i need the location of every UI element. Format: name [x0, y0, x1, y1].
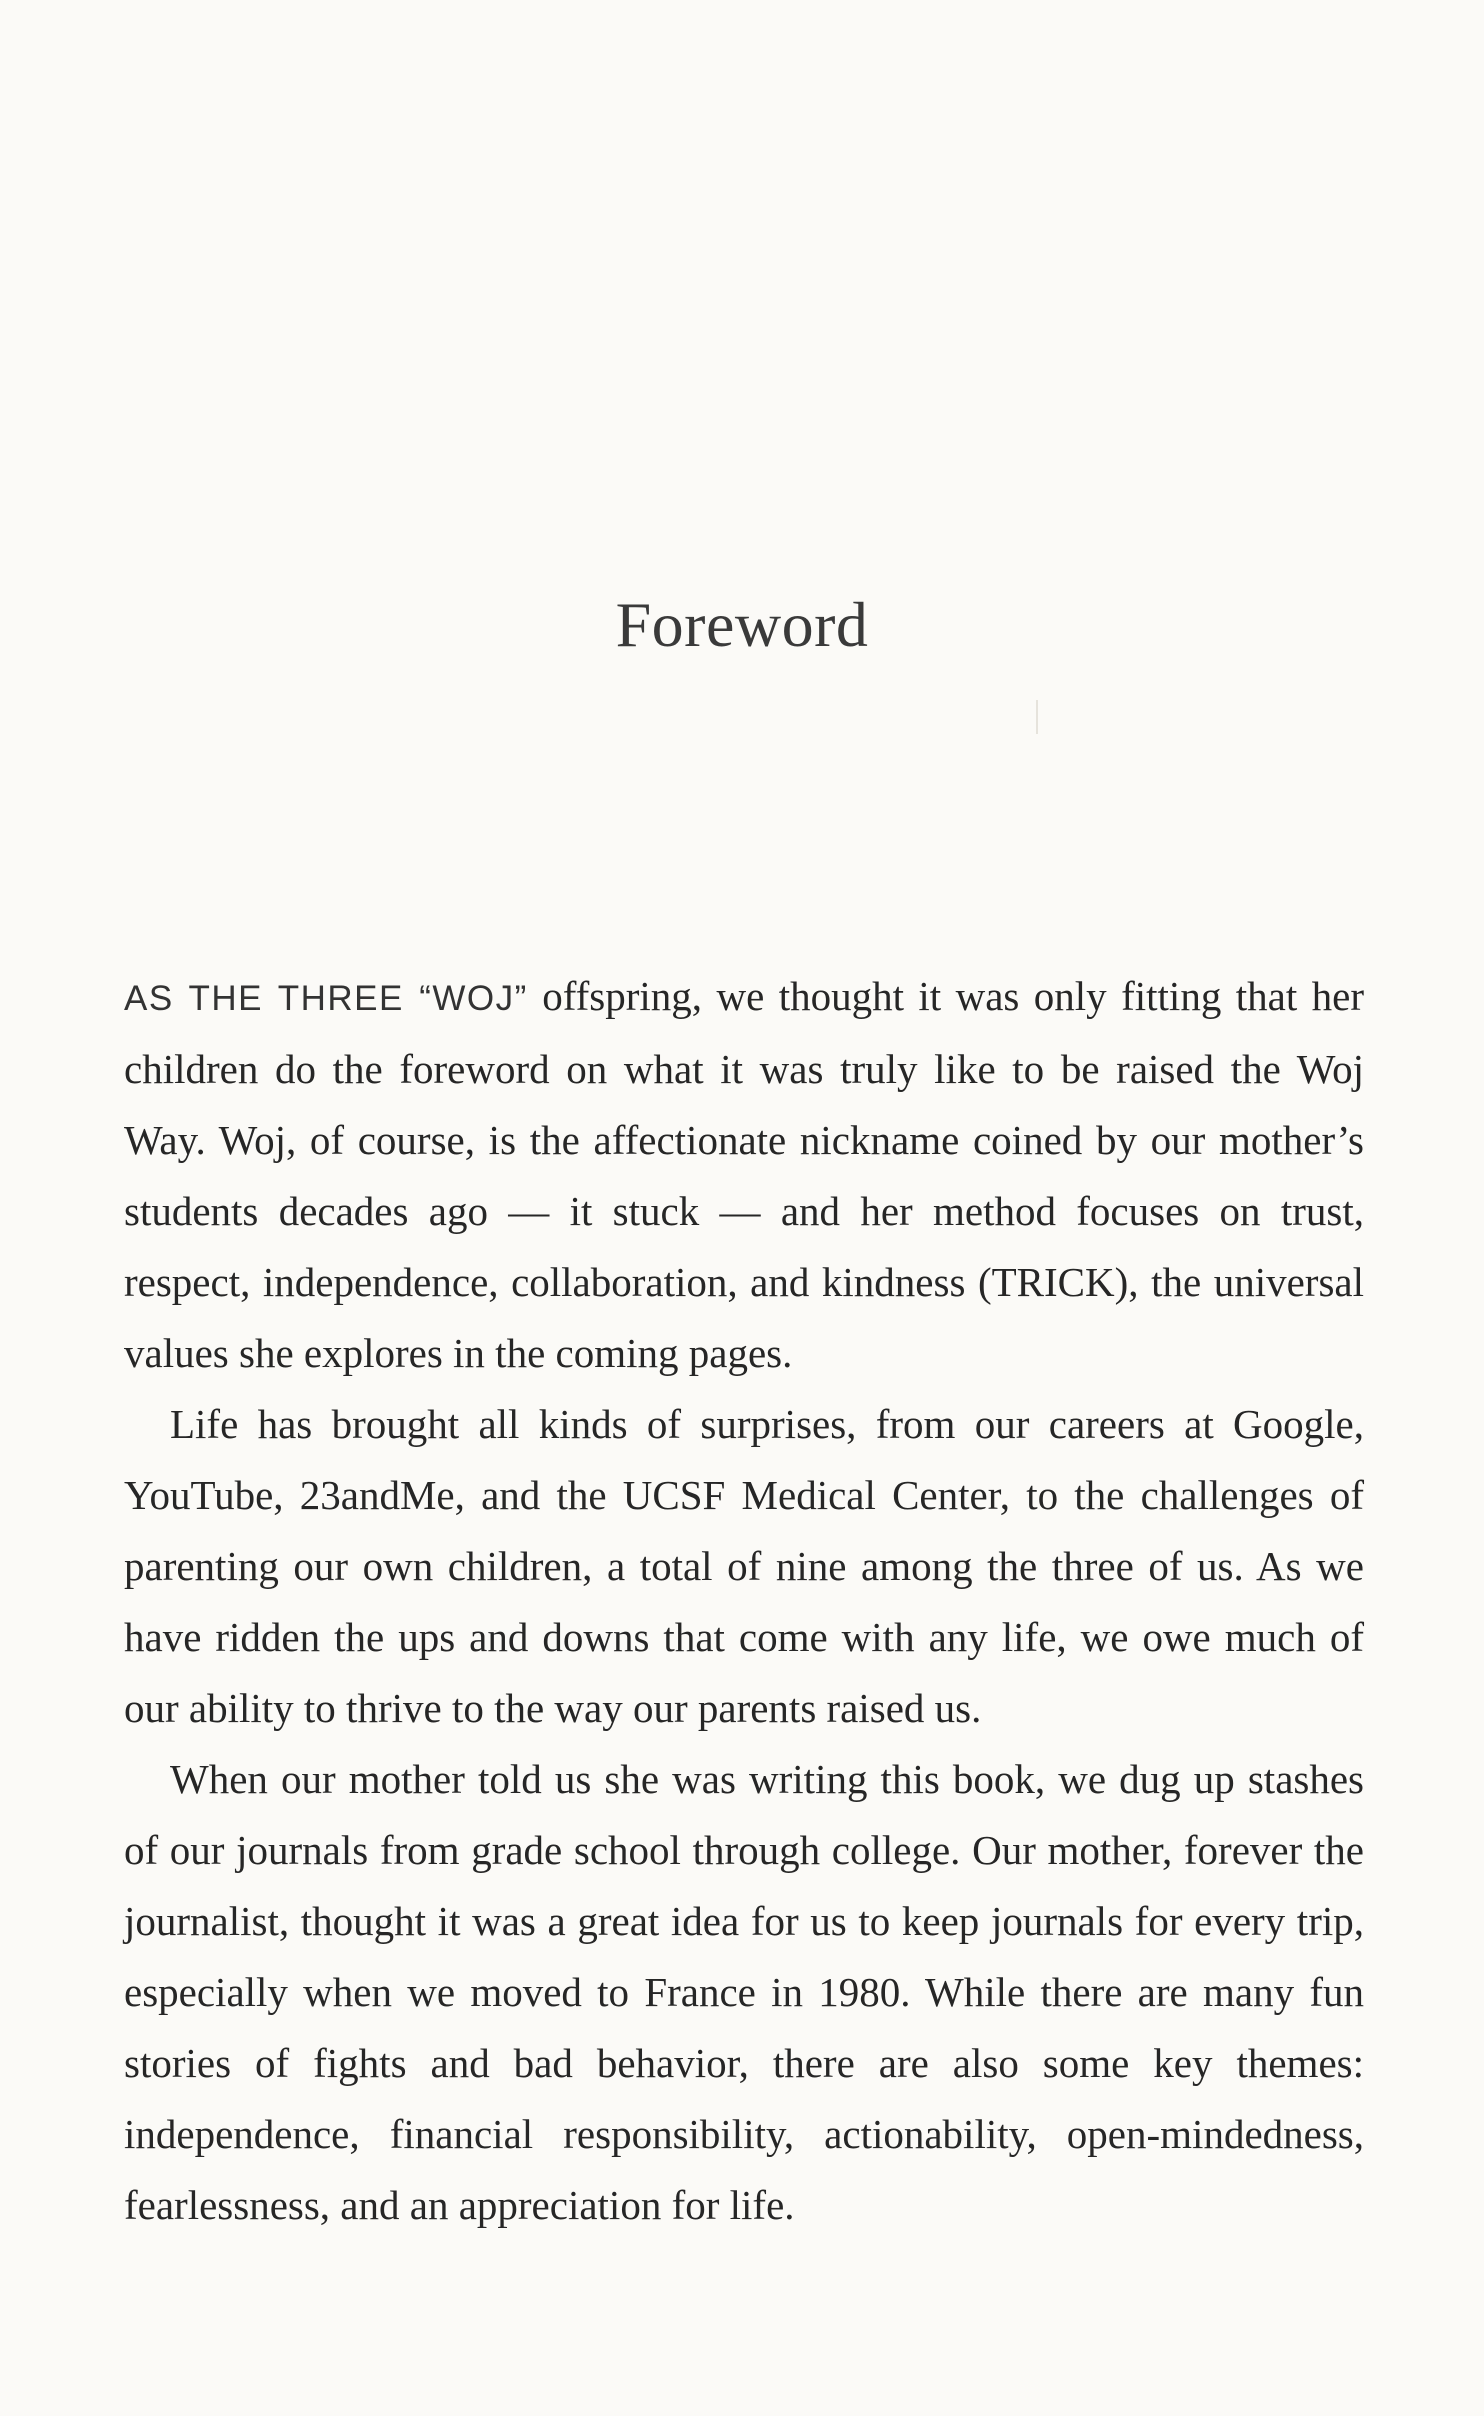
body-text — [124, 961, 1364, 2241]
paragraph-1-text: offspring, we thought it was only fitting that her children do the foreword on what it was truly like to be raised the Woj Way. Woj, of course, is the affectionate nickname coined by our mother’s students decades ago — it stuck — and her method focuses on trust, respect, independence, collaboration, and kindness (TRICK), the universal values she explores in the coming pages. — [124, 973, 1364, 1376]
paragraph-2: Life has brought all kinds of surprises, from our careers at Google, YouTube, 23andMe, and the UCSF Medical Center, to the challenges of parenting our own children, a total of nine among the three of us. As we have ridden the ups and downs that come with any life, we owe much of our ability to thrive to the way our parents raised us. — [124, 1401, 1364, 1731]
paragraph-3: When our mother told us she was writing this book, we dug up stashes of our journals from grade school through college. Our mother, forever the journalist, thought it was a great idea for us to keep journals for every trip, especially when we moved to France in 1980. While there are many fun stories of fights and bad behavior, there are also some key themes: independence, financial responsibility, actionability, open-mindedness, fearlessness, and an appreciation for life. — [124, 1756, 1364, 2228]
paragraph-1 — [124, 961, 1364, 1389]
chapter-title: Foreword — [615, 589, 869, 660]
lead-in-smallcaps: AS THE THREE “WOJ” — [124, 979, 528, 1018]
paper-fleck — [1036, 700, 1038, 734]
